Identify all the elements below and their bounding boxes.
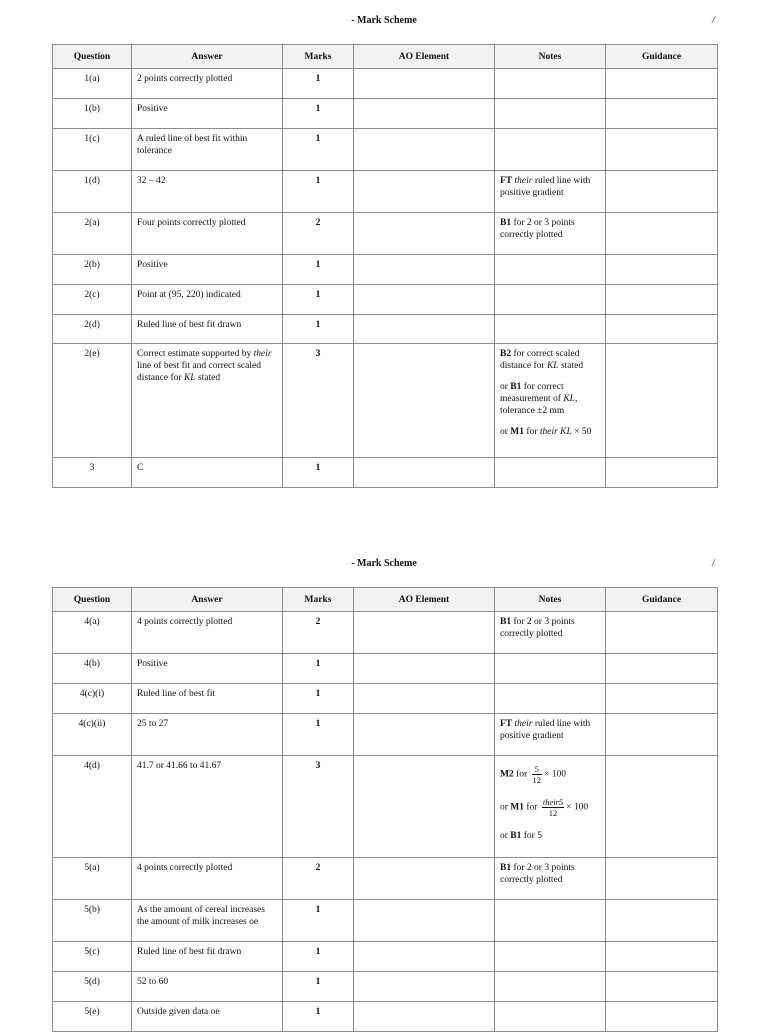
guidance-cell	[606, 344, 718, 458]
note-text: or	[500, 831, 511, 841]
question-cell: 3	[53, 458, 132, 488]
marks-cell: 1	[283, 972, 354, 1002]
notes-cell	[495, 756, 606, 858]
answer-cell: Positive	[132, 99, 283, 129]
notes-cell	[495, 972, 606, 1002]
note-paragraph	[500, 764, 600, 785]
marks-cell: 1	[283, 99, 354, 129]
guidance-cell	[606, 285, 718, 315]
emphasis-text: their	[514, 719, 533, 729]
column-header: Marks	[283, 588, 354, 612]
fraction	[532, 764, 543, 785]
fraction-denominator: 12	[548, 808, 558, 818]
question-cell: 5(b)	[53, 900, 132, 942]
marks-cell: 1	[283, 942, 354, 972]
notes-cell	[495, 654, 606, 684]
marks-cell: 1	[283, 714, 354, 756]
answer-text: stated	[195, 373, 221, 383]
answer-cell: 32 – 42	[132, 171, 283, 213]
guidance-cell	[606, 972, 718, 1002]
note-text: ruled line with positive gradient	[500, 176, 591, 198]
notes-cell	[495, 255, 606, 285]
mark-code: M1	[510, 427, 525, 437]
answer-cell: Point at (95, 220) indicated	[132, 285, 283, 315]
table-row	[53, 900, 718, 942]
question-cell: 5(c)	[53, 942, 132, 972]
ao-cell	[354, 942, 495, 972]
ao-cell	[354, 285, 495, 315]
note-text: or	[500, 382, 511, 392]
answer-cell: Ruled line of best fit drawn	[132, 942, 283, 972]
note-paragraph	[500, 381, 600, 417]
page-header	[0, 558, 768, 572]
guidance-cell	[606, 942, 718, 972]
mark-code: FT	[500, 719, 513, 729]
table-row	[53, 99, 718, 129]
ao-cell	[354, 344, 495, 458]
note-text: for	[524, 802, 540, 813]
ao-cell	[354, 69, 495, 99]
question-cell: 1(d)	[53, 171, 132, 213]
note-text: for 2 or 3 points correctly plotted	[500, 218, 575, 240]
answer-cell: 52 to 60	[132, 972, 283, 1002]
note-text: for	[524, 427, 540, 437]
note-text: × 100	[544, 769, 567, 780]
table-row	[53, 942, 718, 972]
answer-text: Correct estimate supported by	[137, 349, 254, 359]
page-number: /	[712, 15, 715, 26]
emphasis-text: their	[514, 176, 533, 186]
question-cell: 2(b)	[53, 255, 132, 285]
notes-cell	[495, 213, 606, 255]
notes-cell	[495, 285, 606, 315]
marks-cell: 1	[283, 255, 354, 285]
ao-cell	[354, 756, 495, 858]
ao-cell	[354, 714, 495, 756]
marks-cell: 1	[283, 458, 354, 488]
note-text: stated	[558, 361, 584, 371]
mark-code: M1	[510, 802, 525, 813]
answer-cell: Positive	[132, 255, 283, 285]
guidance-cell	[606, 171, 718, 213]
question-cell: 1(b)	[53, 99, 132, 129]
guidance-cell	[606, 654, 718, 684]
marks-cell: 1	[283, 1002, 354, 1032]
mark-code: B2	[500, 349, 512, 359]
math-variable: KL	[183, 373, 196, 383]
mark-code: B1	[510, 831, 522, 841]
ao-cell	[354, 458, 495, 488]
mark-code: M2	[500, 769, 514, 780]
table-row	[53, 756, 718, 858]
note-paragraph	[500, 830, 600, 842]
fraction-numerator: their5	[542, 797, 564, 807]
guidance-cell	[606, 458, 718, 488]
table-row	[53, 972, 718, 1002]
table-header-row	[53, 45, 718, 69]
answer-cell: 4 points correctly plotted	[132, 858, 283, 900]
notes-cell	[495, 714, 606, 756]
note-text: for correct measurement of	[500, 382, 564, 404]
note-text: for 5	[521, 831, 542, 841]
answer-cell: Ruled line of best fit	[132, 684, 283, 714]
page-header	[0, 15, 768, 29]
note-text: for	[513, 769, 530, 780]
column-header: Answer	[132, 588, 283, 612]
mark-scheme-table	[52, 44, 718, 488]
guidance-cell	[606, 714, 718, 756]
note-paragraph	[500, 348, 600, 372]
math-variable: KL	[563, 394, 575, 404]
column-header: Notes	[495, 45, 606, 69]
marks-cell: 2	[283, 858, 354, 900]
mark-scheme-table	[52, 587, 718, 1032]
table-row	[53, 285, 718, 315]
ao-cell	[354, 171, 495, 213]
guidance-cell	[606, 900, 718, 942]
marks-cell: 3	[283, 344, 354, 458]
note-text: × 100	[566, 802, 589, 813]
ao-cell	[354, 255, 495, 285]
table-row	[53, 714, 718, 756]
guidance-cell	[606, 213, 718, 255]
column-header: Marks	[283, 45, 354, 69]
table-header-row	[53, 588, 718, 612]
column-header: Answer	[132, 45, 283, 69]
notes-cell	[495, 171, 606, 213]
table-row	[53, 171, 718, 213]
mark-code: B1	[510, 382, 522, 392]
question-cell: 1(a)	[53, 69, 132, 99]
question-cell: 4(c)(ii)	[53, 714, 132, 756]
fraction	[542, 797, 564, 818]
ao-cell	[354, 684, 495, 714]
ao-cell	[354, 858, 495, 900]
guidance-cell	[606, 69, 718, 99]
notes-cell	[495, 612, 606, 654]
note-text: for 2 or 3 points correctly plotted	[500, 863, 575, 885]
question-cell: 5(a)	[53, 858, 132, 900]
table-row	[53, 858, 718, 900]
marks-cell: 1	[283, 684, 354, 714]
question-cell: 2(a)	[53, 213, 132, 255]
notes-cell	[495, 344, 606, 458]
answer-cell: 41.7 or 41.66 to 41.67	[132, 756, 283, 858]
answer-cell: Positive	[132, 654, 283, 684]
table-row	[53, 344, 718, 458]
marks-cell: 1	[283, 654, 354, 684]
answer-cell: Outside given data oe	[132, 1002, 283, 1032]
ao-cell	[354, 654, 495, 684]
ao-cell	[354, 1002, 495, 1032]
notes-cell	[495, 129, 606, 171]
question-cell: 2(e)	[53, 344, 132, 458]
question-cell: 5(d)	[53, 972, 132, 1002]
mark-code: B1	[500, 617, 512, 627]
note-text: or	[500, 427, 511, 437]
column-header: Question	[53, 45, 132, 69]
guidance-cell	[606, 858, 718, 900]
table-row	[53, 654, 718, 684]
column-header: Notes	[495, 588, 606, 612]
notes-cell	[495, 858, 606, 900]
ao-cell	[354, 612, 495, 654]
guidance-cell	[606, 129, 718, 171]
notes-cell	[495, 69, 606, 99]
math-variable: KL	[546, 361, 559, 371]
ao-cell	[354, 900, 495, 942]
marks-cell: 2	[283, 213, 354, 255]
answer-cell: A ruled line of best fit within tolerance	[132, 129, 283, 171]
notes-cell	[495, 315, 606, 344]
answer-cell: Ruled line of best fit drawn	[132, 315, 283, 344]
answer-cell: 4 points correctly plotted	[132, 612, 283, 654]
answer-text: line of best fit and correct scaled distance for	[137, 361, 261, 383]
answer-cell: As the amount of cereal increases the amount of milk increases oe	[132, 900, 283, 942]
note-text: or	[500, 802, 511, 813]
answer-cell: C	[132, 458, 283, 488]
column-header: AO Element	[354, 588, 495, 612]
table-row	[53, 69, 718, 99]
mark-code: B1	[500, 218, 512, 228]
note-text: × 50	[571, 427, 592, 437]
marks-cell: 1	[283, 900, 354, 942]
emphasis-text: their	[253, 349, 272, 359]
question-cell: 1(c)	[53, 129, 132, 171]
table-row	[53, 684, 718, 714]
page-title: - Mark Scheme	[351, 558, 417, 569]
guidance-cell	[606, 255, 718, 285]
answer-cell: 2 points correctly plotted	[132, 69, 283, 99]
question-cell: 4(d)	[53, 756, 132, 858]
notes-cell	[495, 99, 606, 129]
table-row	[53, 255, 718, 285]
question-cell: 2(d)	[53, 315, 132, 344]
question-cell: 4(b)	[53, 654, 132, 684]
marks-cell: 3	[283, 756, 354, 858]
table-row	[53, 458, 718, 488]
table-row	[53, 1002, 718, 1032]
answer-cell	[132, 344, 283, 458]
notes-cell	[495, 1002, 606, 1032]
marks-cell: 2	[283, 612, 354, 654]
column-header: Question	[53, 588, 132, 612]
table-row	[53, 315, 718, 344]
answer-cell: Four points correctly plotted	[132, 213, 283, 255]
note-text: for 2 or 3 points correctly plotted	[500, 617, 575, 639]
marks-cell: 1	[283, 69, 354, 99]
math-variable: their KL	[539, 427, 572, 437]
notes-cell	[495, 900, 606, 942]
ao-cell	[354, 99, 495, 129]
marks-cell: 1	[283, 129, 354, 171]
ao-cell	[354, 213, 495, 255]
page-title: - Mark Scheme	[351, 15, 417, 26]
question-cell: 4(c)(i)	[53, 684, 132, 714]
table-row	[53, 213, 718, 255]
guidance-cell	[606, 315, 718, 344]
notes-cell	[495, 942, 606, 972]
note-text: for correct scaled distance for	[500, 349, 580, 371]
notes-cell	[495, 458, 606, 488]
ao-cell	[354, 972, 495, 1002]
fraction-denominator: 12	[532, 775, 542, 785]
marks-cell: 1	[283, 171, 354, 213]
ao-cell	[354, 129, 495, 171]
column-header: Guidance	[606, 588, 718, 612]
note-paragraph	[500, 426, 600, 438]
table-row	[53, 612, 718, 654]
guidance-cell	[606, 612, 718, 654]
answer-cell: 25 to 27	[132, 714, 283, 756]
note-paragraph	[500, 797, 600, 818]
note-text: , tolerance ±2 mm	[500, 394, 578, 416]
question-cell: 5(e)	[53, 1002, 132, 1032]
guidance-cell	[606, 684, 718, 714]
guidance-cell	[606, 99, 718, 129]
guidance-cell	[606, 756, 718, 858]
marks-cell: 1	[283, 315, 354, 344]
marks-cell: 1	[283, 285, 354, 315]
mark-code: B1	[500, 863, 512, 873]
question-cell: 4(a)	[53, 612, 132, 654]
notes-cell	[495, 684, 606, 714]
question-cell: 2(c)	[53, 285, 132, 315]
mark-code: FT	[500, 176, 513, 186]
table-row	[53, 129, 718, 171]
page-number: /	[712, 558, 715, 569]
column-header: AO Element	[354, 45, 495, 69]
guidance-cell	[606, 1002, 718, 1032]
note-text: ruled line with positive gradient	[500, 719, 591, 741]
fraction-numerator: 5	[532, 764, 543, 775]
column-header: Guidance	[606, 45, 718, 69]
ao-cell	[354, 315, 495, 344]
